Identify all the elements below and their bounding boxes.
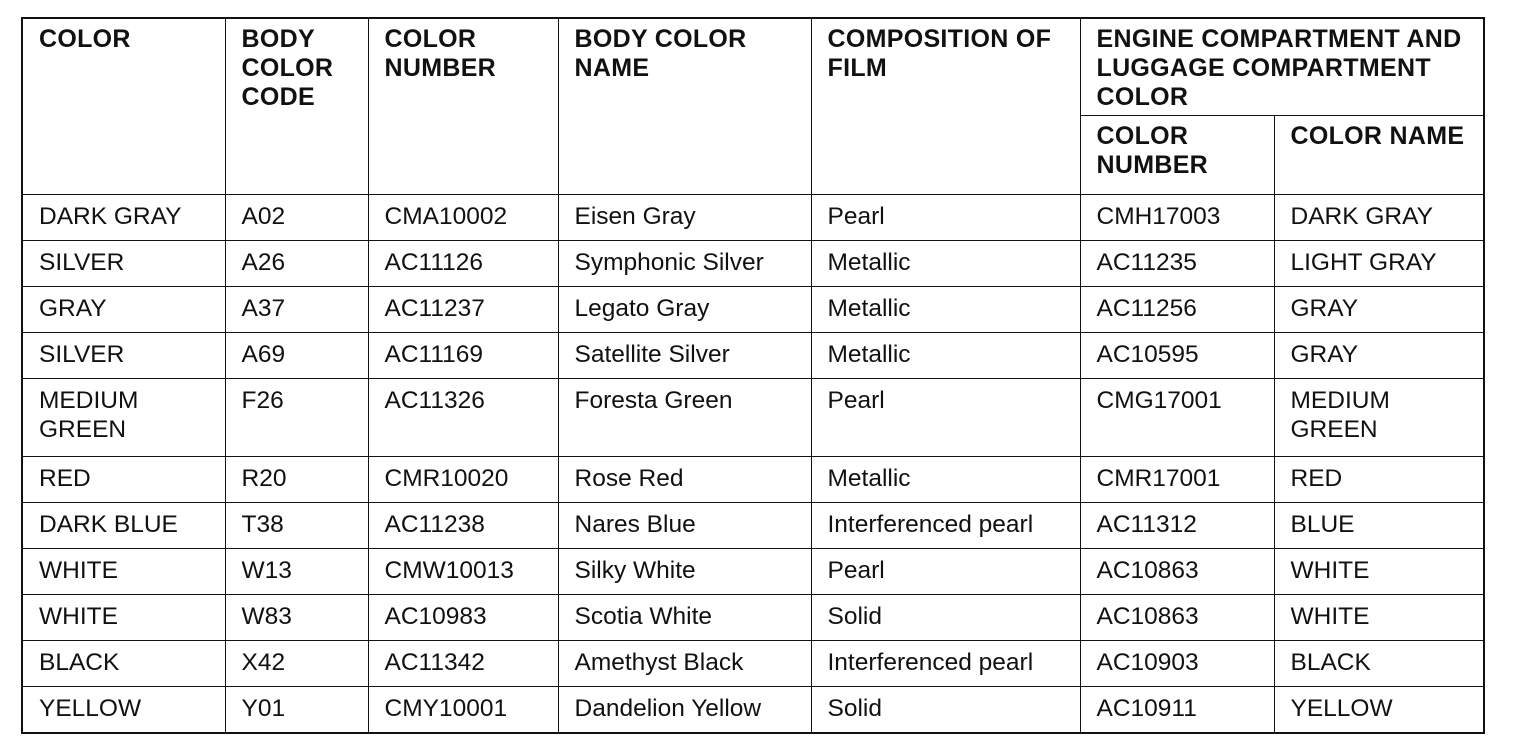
table-row [22, 457, 1484, 503]
cell-color: WHITE [22, 549, 225, 595]
cell-engine-color-number: CMG17001 [1080, 379, 1274, 457]
table-row [22, 333, 1484, 379]
cell-color-number: CMY10001 [368, 687, 558, 733]
header-body-color-name: BODY COLOR NAME [558, 18, 811, 195]
header-color: COLOR [22, 18, 225, 195]
cell-body-color-name: Scotia White [558, 595, 811, 641]
cell-body-color-code: T38 [225, 503, 368, 549]
table-row [22, 379, 1484, 457]
cell-engine-color-name: RED [1274, 457, 1484, 503]
header-engine-color-number: COLOR NUMBER [1080, 116, 1274, 195]
cell-body-color-name: Dandelion Yellow [558, 687, 811, 733]
table-row [22, 595, 1484, 641]
cell-engine-color-number: AC10863 [1080, 595, 1274, 641]
header-engine-luggage-color: ENGINE COMPARTMENT AND LUGGAGE COMPARTMENT COLOR [1080, 18, 1484, 116]
cell-body-color-name: Silky White [558, 549, 811, 595]
cell-engine-color-number: AC11235 [1080, 241, 1274, 287]
color-table-document [21, 17, 1485, 734]
cell-color-number: AC11126 [368, 241, 558, 287]
cell-color-number: AC10983 [368, 595, 558, 641]
cell-engine-color-name: BLUE [1274, 503, 1484, 549]
table-row [22, 195, 1484, 241]
cell-color: SILVER [22, 241, 225, 287]
cell-color: DARK BLUE [22, 503, 225, 549]
cell-composition-of-film: Metallic [811, 287, 1080, 333]
cell-composition-of-film: Metallic [811, 333, 1080, 379]
cell-engine-color-number: AC10863 [1080, 549, 1274, 595]
cell-color-number: CMA10002 [368, 195, 558, 241]
cell-color-number: AC11342 [368, 641, 558, 687]
body-color-table [21, 17, 1485, 734]
cell-engine-color-name: GRAY [1274, 333, 1484, 379]
cell-color: YELLOW [22, 687, 225, 733]
header-composition-of-film: COMPOSITION OF FILM [811, 18, 1080, 195]
cell-composition-of-film: Pearl [811, 379, 1080, 457]
cell-body-color-name: Amethyst Black [558, 641, 811, 687]
table-row [22, 549, 1484, 595]
table-body [22, 195, 1484, 733]
table-row [22, 687, 1484, 733]
table-row [22, 503, 1484, 549]
cell-engine-color-name: WHITE [1274, 595, 1484, 641]
cell-body-color-name: Satellite Silver [558, 333, 811, 379]
header-body-color-code: BODY COLOR CODE [225, 18, 368, 195]
cell-body-color-code: A26 [225, 241, 368, 287]
cell-body-color-name: Rose Red [558, 457, 811, 503]
cell-engine-color-name: BLACK [1274, 641, 1484, 687]
cell-color-number: CMR10020 [368, 457, 558, 503]
cell-color-number: AC11169 [368, 333, 558, 379]
cell-body-color-name: Symphonic Silver [558, 241, 811, 287]
cell-engine-color-name: GRAY [1274, 287, 1484, 333]
cell-engine-color-number: AC10911 [1080, 687, 1274, 733]
cell-body-color-code: A02 [225, 195, 368, 241]
cell-body-color-code: F26 [225, 379, 368, 457]
cell-composition-of-film: Pearl [811, 549, 1080, 595]
cell-body-color-code: R20 [225, 457, 368, 503]
cell-body-color-name: Legato Gray [558, 287, 811, 333]
cell-engine-color-name: YELLOW [1274, 687, 1484, 733]
cell-body-color-code: A37 [225, 287, 368, 333]
cell-color: DARK GRAY [22, 195, 225, 241]
cell-color: RED [22, 457, 225, 503]
table-row [22, 241, 1484, 287]
cell-body-color-code: X42 [225, 641, 368, 687]
cell-color-number: AC11326 [368, 379, 558, 457]
cell-body-color-code: Y01 [225, 687, 368, 733]
cell-color: SILVER [22, 333, 225, 379]
cell-color-number: CMW10013 [368, 549, 558, 595]
cell-engine-color-name: WHITE [1274, 549, 1484, 595]
cell-body-color-name: Nares Blue [558, 503, 811, 549]
cell-color-number: AC11238 [368, 503, 558, 549]
cell-body-color-name: Eisen Gray [558, 195, 811, 241]
cell-color: GRAY [22, 287, 225, 333]
cell-composition-of-film: Interferenced pearl [811, 503, 1080, 549]
cell-engine-color-number: CMR17001 [1080, 457, 1274, 503]
cell-body-color-code: W13 [225, 549, 368, 595]
cell-engine-color-number: AC11256 [1080, 287, 1274, 333]
cell-composition-of-film: Interferenced pearl [811, 641, 1080, 687]
cell-color: WHITE [22, 595, 225, 641]
cell-composition-of-film: Solid [811, 595, 1080, 641]
cell-engine-color-name: DARK GRAY [1274, 195, 1484, 241]
cell-body-color-name: Foresta Green [558, 379, 811, 457]
cell-body-color-code: A69 [225, 333, 368, 379]
cell-engine-color-number: AC10595 [1080, 333, 1274, 379]
cell-engine-color-name: MEDIUM GREEN [1274, 379, 1484, 457]
header-engine-color-name: COLOR NAME [1274, 116, 1484, 195]
cell-color: MEDIUM GREEN [22, 379, 225, 457]
cell-engine-color-name: LIGHT GRAY [1274, 241, 1484, 287]
cell-composition-of-film: Metallic [811, 241, 1080, 287]
table-row [22, 287, 1484, 333]
cell-color: BLACK [22, 641, 225, 687]
cell-engine-color-number: CMH17003 [1080, 195, 1274, 241]
cell-body-color-code: W83 [225, 595, 368, 641]
cell-composition-of-film: Metallic [811, 457, 1080, 503]
cell-engine-color-number: AC11312 [1080, 503, 1274, 549]
header-color-number: COLOR NUMBER [368, 18, 558, 195]
cell-composition-of-film: Solid [811, 687, 1080, 733]
table-row [22, 641, 1484, 687]
cell-composition-of-film: Pearl [811, 195, 1080, 241]
cell-color-number: AC11237 [368, 287, 558, 333]
cell-engine-color-number: AC10903 [1080, 641, 1274, 687]
